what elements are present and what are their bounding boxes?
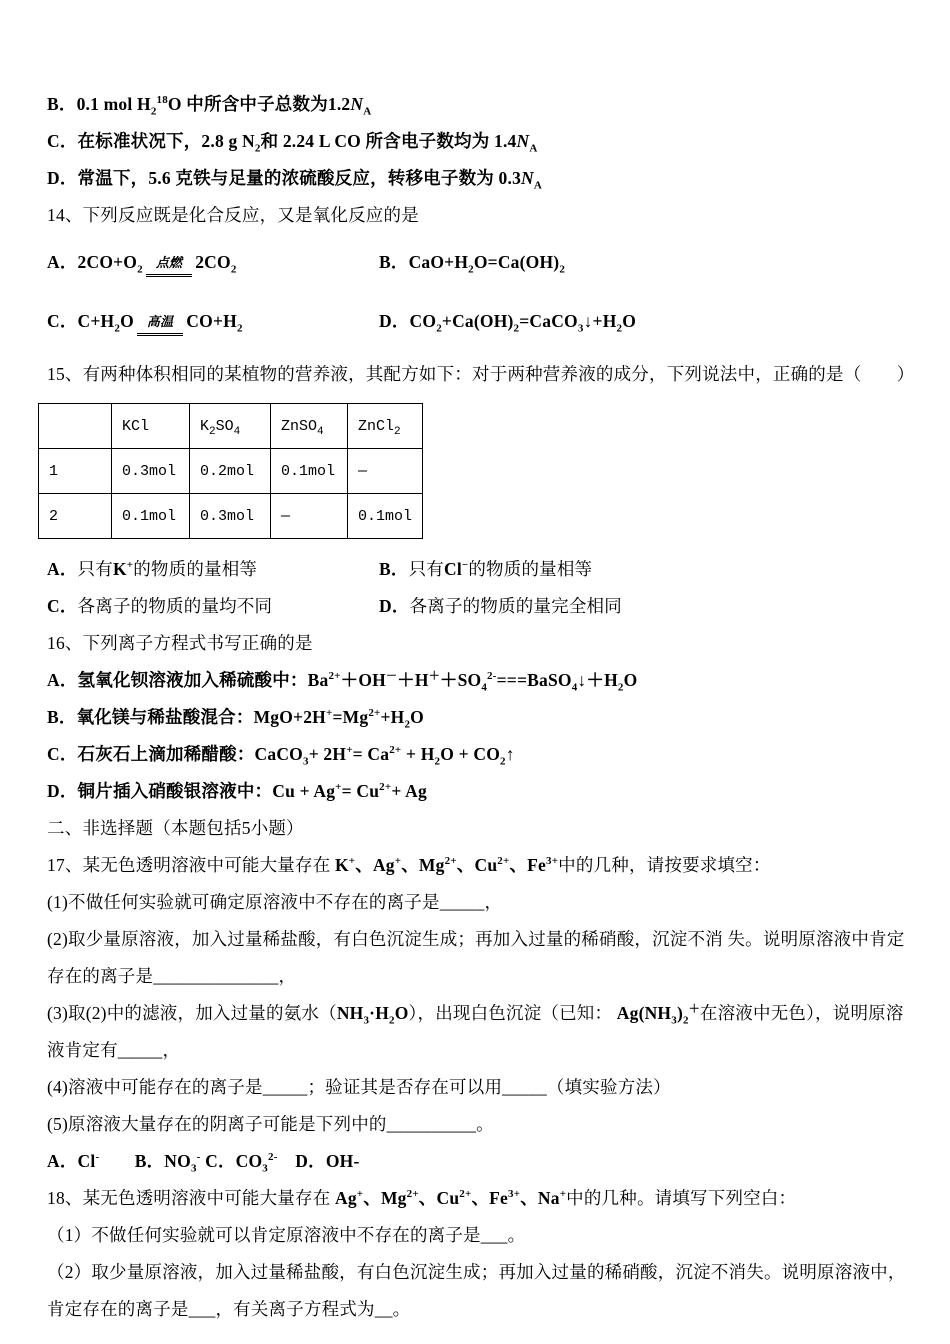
table-cell: 0.2mol [190,449,271,494]
table-cell: 2 [39,494,112,539]
q13-option-d: D．常温下，5.6 克铁与足量的浓硫酸反应，转移电子数为 $0.3N_A$ [47,168,543,192]
q17-part-3: (3)取(2)中的滤液，加入过量的氨水$(NH_3\cdot H_2O)$，出现白色沉淀（已知： $Ag(NH_3)_2^+$在溶液中无色），说明原溶液肯定有_____， [47,1003,904,1060]
q18-part-2: （2）取少量原溶液，加入过量稀盐酸，有白色沉淀生成；再加入过量的稀硝酸，沉淀不消失。说明原溶液中，肯定存在的离子是___，有关离子方程式为__。 [47,1262,906,1319]
table-cell: 0.1mol [271,449,348,494]
reaction-lhs: C．$C+H_2O$ [47,311,134,335]
q15-options-row-1 [47,551,908,588]
q16-option-b: B．氧化镁与稀盐酸混合：$MgO+2H^+=Mg^{2+}+H_2O$ [47,707,424,731]
q14-option-b: B．$CaO+H_2O=Ca(OH)_2$ [379,252,566,276]
q18-part-1: （1）不做任何实验就可以肯定原溶液中不存在的离子是___。 [47,1225,526,1245]
table-row [39,449,423,494]
table-cell [39,404,112,449]
table-row [39,494,423,539]
table-cell: KCl [112,404,190,449]
q16-option-a: A．氢氧化钡溶液加入稀硫酸中：$Ba^{2+}+OH^-+H^++SO_4^{2-}===BaSO_4↓+H_2O$ [47,670,638,694]
q18-title: 18、某无色透明溶液中可能大量存在 Ag+、$Mg^{2+}$、$Cu^{2+}$、$Fe^{3+}$、Na+中的几种。请填写下列空白： [47,1188,797,1208]
q14-options-row-2 [47,293,908,352]
reaction-rhs: $CO+H_2$ [186,311,243,335]
table-header-row [39,404,423,449]
q17-part-2: (2)取少量原溶液，加入过量稀盐酸，有白色沉淀生成；再加入过量的稀硝酸，沉淀不消 失。说明原溶液中肯定存在的离子是______________， [47,929,905,986]
q15-option-d: D．各离子的物质的量完全相同 [379,596,622,616]
table-cell: — [271,494,348,539]
nutrient-table [38,403,423,539]
q15-option-b: B．只有Cl−的物质的量相等 [379,559,593,579]
q14-option-c [47,303,379,340]
q17-part-4: (4)溶液中可能存在的离子是_____；验证其是否存在可以用_____（填实验方法） [47,1077,671,1097]
q16-option-d: D．铜片插入硝酸银溶液中：$Cu + Ag^+= Cu^{2+}+ Ag$ [47,781,427,801]
table-cell: $K_2SO_4$ [190,404,271,449]
table-cell: 0.3mol [112,449,190,494]
table-cell: 0.3mol [190,494,271,539]
q17-answer-options: A．Cl- B．$NO_3^-$ C．$CO_3^{2-}$ D．OH- [47,1151,360,1175]
q15-options-row-2 [47,588,908,625]
q14-option-a [47,244,379,281]
q15-option-c: C．各离子的物质的量均不同 [47,596,273,616]
reaction-rhs: $2CO_2$ [195,252,237,276]
q14-option-d: D．$CO_2+Ca(OH)_2=CaCO_3↓+H_2O$ [379,311,637,335]
q13-option-b: B．0.1 mol $H_2^{18}O$ 中所含中子总数为$1.2N_A$ [47,94,372,118]
table-cell: ZnCl$_2$ [348,404,423,449]
q16-title: 16、下列离子方程式书写正确的是 [47,633,313,653]
table-cell: — [348,449,423,494]
reaction-lhs: A．$2CO+O_2$ [47,252,143,276]
q14-options-row-1 [47,234,908,293]
q17-part-1: (1)不做任何实验就可确定原溶液中不存在的离子是_____， [47,892,503,912]
q16-option-c: C．石灰石上滴加稀醋酸：CaCO$_3$+ $2H^+= Ca^{2+} + H_2O$ + $CO_2↑$ [47,744,515,768]
condition-label: 高温 [137,316,183,336]
q15-option-a: A．只有K+的物质的量相等 [47,559,258,579]
table-cell: 1 [39,449,112,494]
q14-title: 14、下列反应既是化合反应，又是氧化反应的是 [47,205,419,225]
q17-part-5: (5)原溶液大量存在的阴离子可能是下列中的__________。 [47,1114,494,1134]
condition-label: 点燃 [146,257,192,277]
q17-title: 17、某无色透明溶液中可能大量存在 K+、Ag+、$Mg^{2+}$、$Cu^{2+}$、$Fe^{3+}$中的几种，请按要求填空： [47,855,771,875]
table-cell: 0.1mol [112,494,190,539]
q13-option-c: C．在标准状况下，2.8 g $N_2$和 2.24 L CO 所含电子数均为 $1.4N_A$ [47,131,538,155]
table-cell: ZnSO$_4$ [271,404,348,449]
ignite-condition [146,257,192,277]
section-2-header: 二、非选择题（本题包括5小题） [47,818,304,838]
table-cell: 0.1mol [348,494,423,539]
high-temp-condition [137,316,183,336]
q15-title: 15、有两种体积相同的某植物的营养液，其配方如下：对于两种营养液的成分，下列说法中，正确的是（ ） [47,364,915,384]
